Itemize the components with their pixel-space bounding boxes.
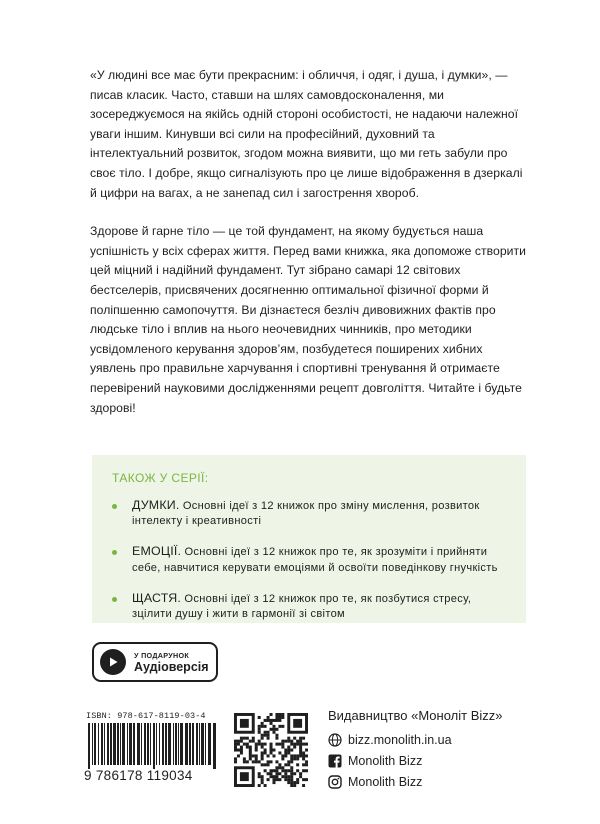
website-row[interactable] — [328, 729, 558, 750]
qr-module — [287, 778, 290, 781]
barcode-number: 9 786178 119034 — [84, 768, 193, 783]
series-item-text: Основні ідеї з 12 книжок про зміну мислення, розвиток інтелекту і креативності — [132, 500, 480, 528]
qr-module — [293, 784, 296, 787]
barcode-bar — [173, 723, 174, 765]
qr-module — [270, 769, 273, 772]
qr-module — [296, 778, 299, 781]
qr-module — [261, 775, 264, 778]
qr-module — [270, 751, 273, 754]
instagram-icon — [328, 775, 342, 789]
barcode-bar — [180, 723, 183, 765]
qr-module — [261, 722, 264, 725]
qr-module — [267, 772, 270, 775]
instagram-link[interactable]: Monolith Bizz — [348, 774, 423, 789]
qr-module — [302, 743, 305, 746]
qr-module — [258, 784, 261, 787]
qr-module — [305, 763, 308, 766]
qr-module — [234, 757, 237, 760]
qr-module — [296, 769, 299, 772]
qr-module — [281, 746, 284, 749]
qr-module — [299, 740, 302, 743]
qr-module — [267, 716, 270, 719]
qr-module — [281, 766, 284, 769]
qr-module — [293, 772, 296, 775]
qr-module — [278, 713, 281, 716]
qr-module — [302, 757, 305, 760]
qr-module — [264, 784, 267, 787]
qr-module — [261, 746, 264, 749]
qr-module — [287, 760, 290, 763]
qr-module — [290, 778, 293, 781]
qr-module — [296, 763, 299, 766]
qr-module — [270, 722, 273, 725]
qr-module — [284, 740, 287, 743]
qr-module — [278, 743, 281, 746]
qr-module — [258, 743, 261, 746]
qr-module — [243, 743, 246, 746]
website-link[interactable]: bizz.monolith.in.ua — [348, 732, 452, 747]
qr-module — [270, 743, 273, 746]
qr-module — [290, 775, 293, 778]
qr-module — [296, 740, 299, 743]
qr-module — [299, 754, 302, 757]
qr-module — [299, 743, 302, 746]
barcode-bar — [110, 723, 112, 765]
qr-module — [293, 743, 296, 746]
description-paragraph-1: «У людині все має бути прекрасним: і обличчя, і одяг, і душа, і думки», — писав класик. Часто, ставши на шлях самовдосконалення, ми зосереджуємося на якійсь одній стороні особистості, не надаючи належної уваги іншим. Кинувши всі сили на професійний, духовний та інтелектуальний розвиток, згодом можна виявити, що ми геть забули про своє тіло. І добре, якщо сигналізують про це лише відображення в дзеркалі й цифри на вагах, а не занепад сил і загострення хвороб. — [90, 68, 523, 200]
qr-module — [290, 772, 293, 775]
qr-module — [290, 760, 293, 763]
qr-module — [275, 772, 278, 775]
qr-module — [249, 740, 252, 743]
qr-module — [275, 778, 278, 781]
barcode-bar — [178, 723, 179, 765]
qr-module — [261, 734, 264, 737]
qr-module — [275, 719, 278, 722]
qr-module — [275, 769, 278, 772]
qr-module — [281, 713, 284, 716]
qr-module — [302, 763, 305, 766]
qr-module — [270, 728, 273, 731]
qr-module — [234, 746, 237, 749]
barcode-bar — [137, 723, 140, 765]
qr-module — [284, 769, 287, 772]
qr-finder — [293, 719, 302, 728]
qr-module — [252, 740, 255, 743]
qr-module — [258, 728, 261, 731]
barcode-bar — [133, 723, 135, 765]
qr-module — [275, 728, 278, 731]
qr-module — [272, 731, 275, 734]
qr-module — [287, 740, 290, 743]
qr-module — [264, 743, 267, 746]
barcode-bar — [122, 723, 125, 765]
qr-module — [240, 746, 243, 749]
qr-module — [261, 757, 264, 760]
qr-module — [299, 775, 302, 778]
qr-module — [287, 781, 290, 784]
qr-module — [249, 754, 252, 757]
publisher-info — [328, 708, 558, 792]
series-item-emotions — [112, 544, 506, 575]
qr-module — [234, 740, 237, 743]
qr-finder — [240, 772, 249, 781]
barcode-bar — [196, 723, 198, 765]
qr-module — [278, 751, 281, 754]
qr-module — [275, 766, 278, 769]
qr-module — [290, 754, 293, 757]
qr-module — [272, 719, 275, 722]
bullet-icon — [112, 597, 117, 602]
qr-module — [281, 775, 284, 778]
qr-module — [278, 719, 281, 722]
qr-module — [272, 749, 275, 752]
qr-module — [258, 716, 261, 719]
barcode-bar — [189, 723, 191, 765]
qr-module — [293, 754, 296, 757]
qr-module — [305, 778, 308, 781]
qr-module — [258, 725, 261, 728]
qr-module — [249, 746, 252, 749]
barcode-bar — [113, 723, 116, 765]
qr-module — [267, 734, 270, 737]
qr-module — [293, 746, 296, 749]
qr-module — [255, 757, 258, 760]
qr-module — [284, 778, 287, 781]
qr-module — [278, 772, 281, 775]
qr-module — [267, 754, 270, 757]
qr-module — [267, 719, 270, 722]
qr-module — [278, 766, 281, 769]
qr-module — [255, 754, 258, 757]
qr-module — [267, 763, 270, 766]
qr-module — [278, 778, 281, 781]
qr-module — [275, 760, 278, 763]
qr-module — [287, 775, 290, 778]
qr-module — [296, 757, 299, 760]
isbn-text: ISBN: 978-617-8119-03-4 — [86, 711, 206, 721]
qr-module — [287, 763, 290, 766]
publisher-name: Видавництво «Моноліт Bizz» — [328, 708, 503, 723]
qr-module — [290, 740, 293, 743]
qr-module — [284, 775, 287, 778]
barcode-bar — [98, 723, 99, 765]
bullet-icon — [112, 550, 117, 555]
qr-module — [287, 751, 290, 754]
qr-module — [270, 746, 273, 749]
qr-module — [252, 760, 255, 763]
barcode-bar — [147, 723, 149, 765]
qr-module — [284, 749, 287, 752]
series-box — [92, 455, 526, 623]
qr-code-image[interactable] — [234, 713, 308, 787]
series-item-name: ЕМОЦІЇ. — [132, 544, 182, 559]
qr-module — [290, 781, 293, 784]
qr-module — [272, 769, 275, 772]
qr-module — [281, 757, 284, 760]
qr-module — [240, 751, 243, 754]
qr-module — [261, 778, 264, 781]
facebook-link[interactable]: Monolith Bizz — [348, 753, 423, 768]
series-item-name: ЩАСТЯ. — [132, 590, 182, 605]
qr-module — [249, 757, 252, 760]
qr-module — [237, 749, 240, 752]
qr-module — [305, 769, 308, 772]
qr-module — [261, 725, 264, 728]
qr-module — [243, 757, 246, 760]
barcode-bar — [107, 723, 109, 765]
qr-module — [302, 769, 305, 772]
barcode-bar — [101, 723, 103, 765]
qr-module — [299, 737, 302, 740]
qr-module — [290, 769, 293, 772]
qr-module — [261, 743, 264, 746]
barcode-bar — [168, 723, 171, 765]
audio-version-label: Аудіоверсія — [134, 659, 209, 674]
qr-module — [255, 746, 258, 749]
qr-module — [278, 716, 281, 719]
qr-module — [272, 781, 275, 784]
barcode-bar — [205, 723, 206, 765]
barcode-bar — [88, 723, 90, 769]
qr-module — [270, 760, 273, 763]
qr-module — [270, 713, 273, 716]
barcode-bar — [159, 723, 160, 765]
qr-module — [302, 737, 305, 740]
barcode-bar — [192, 723, 194, 765]
qr-module — [237, 740, 240, 743]
qr-module — [264, 731, 267, 734]
audio-version-badge[interactable] — [92, 642, 218, 682]
barcode-bar — [104, 723, 105, 765]
qr-module — [249, 749, 252, 752]
series-item-text: Основні ідеї з 12 книжок про те, як позбутися стресу, зцілити душу і жити в гармонії зі світом — [132, 592, 472, 621]
qr-module — [264, 734, 267, 737]
bullet-icon — [112, 504, 117, 509]
qr-module — [246, 760, 249, 763]
book-description — [90, 66, 530, 437]
qr-module — [296, 743, 299, 746]
qr-module — [275, 743, 278, 746]
qr-module — [284, 751, 287, 754]
qr-module — [281, 754, 284, 757]
qr-module — [287, 737, 290, 740]
qr-module — [258, 775, 261, 778]
qr-module — [299, 746, 302, 749]
series-title: ТАКОЖ У СЕРІЇ: — [112, 471, 209, 485]
qr-module — [275, 775, 278, 778]
barcode-bar — [141, 723, 142, 765]
qr-module — [267, 760, 270, 763]
barcode-bar — [162, 723, 164, 765]
barcode-bar — [156, 723, 157, 765]
qr-module — [264, 725, 267, 728]
description-paragraph-2: Здорове й гарне тіло — це той фундамент, на якому будується наша успішність у всіх сферах життя. Перед вами книжка, яка допоможе створити цей міцний і надійний фундамент. Тут зібрано самарі 12 світових бестселерів, присвячених досягненню оптимальної фізичної форми й поліпшенню самопочуття. Ви дізнаєтеся безліч дивовижних фактів про людське тіло і вплив на нього неочевидних чинників, про методики усвідомленого керування здоров’ям, позбудетеся поширених хибних уявлень про правильне харчування і спортивні тренування й отримаєте перевірений науковими дослідженнями рецепт довголіття. Читайте і будьте здорові! — [90, 224, 527, 415]
barcode-bar — [117, 723, 119, 765]
barcode-bar — [208, 723, 211, 765]
qr-module — [237, 743, 240, 746]
qr-module — [267, 778, 270, 781]
barcode-bar — [120, 723, 121, 765]
qr-module — [284, 763, 287, 766]
barcode-bar — [94, 723, 96, 765]
instagram-row[interactable] — [328, 771, 558, 792]
qr-module — [281, 743, 284, 746]
qr-module — [237, 754, 240, 757]
qr-module — [261, 737, 264, 740]
qr-module — [281, 740, 284, 743]
qr-module — [284, 754, 287, 757]
qr-module — [296, 754, 299, 757]
qr-module — [290, 766, 293, 769]
qr-module — [264, 751, 267, 754]
qr-module — [261, 763, 264, 766]
series-item-thoughts — [112, 498, 506, 529]
qr-module — [302, 754, 305, 757]
qr-module — [275, 713, 278, 716]
qr-module — [270, 775, 273, 778]
qr-module — [287, 746, 290, 749]
qr-module — [272, 754, 275, 757]
qr-module — [272, 778, 275, 781]
qr-module — [305, 760, 308, 763]
facebook-row[interactable] — [328, 750, 558, 771]
qr-module — [234, 743, 237, 746]
qr-module — [240, 749, 243, 752]
qr-module — [302, 751, 305, 754]
qr-module — [293, 781, 296, 784]
series-item-text: Основні ідеї з 12 книжок про те, як зрозуміти і прийняти себе, навчитися керувати емоціями й освоїти поведінкову гнучкість — [132, 546, 498, 574]
qr-module — [258, 760, 261, 763]
qr-module — [305, 754, 308, 757]
qr-module — [302, 778, 305, 781]
barcode-bar — [144, 723, 146, 765]
barcode-bar — [199, 723, 200, 765]
qr-module — [287, 769, 290, 772]
qr-module — [258, 772, 261, 775]
barcode-bar — [175, 723, 177, 765]
qr-module — [246, 743, 249, 746]
barcode-bar — [201, 723, 204, 765]
qr-module — [258, 740, 261, 743]
qr-module — [255, 749, 258, 752]
qr-module — [305, 749, 308, 752]
qr-module — [240, 737, 243, 740]
barcode-bar — [185, 723, 188, 765]
qr-module — [270, 749, 273, 752]
barcode-bar — [129, 723, 132, 765]
qr-module — [272, 775, 275, 778]
qr-module — [249, 751, 252, 754]
qr-finder — [240, 719, 249, 728]
barcode-image — [86, 723, 220, 769]
qr-module — [264, 719, 267, 722]
qr-module — [281, 769, 284, 772]
qr-module — [272, 728, 275, 731]
qr-module — [275, 737, 278, 740]
qr-module — [264, 763, 267, 766]
qr-module — [264, 749, 267, 752]
barcode-bar — [127, 723, 128, 765]
globe-icon — [328, 733, 342, 747]
qr-module — [243, 737, 246, 740]
qr-module — [261, 781, 264, 784]
qr-module — [281, 716, 284, 719]
qr-module — [275, 716, 278, 719]
qr-module — [278, 763, 281, 766]
qr-module — [290, 784, 293, 787]
qr-module — [234, 749, 237, 752]
qr-module — [272, 725, 275, 728]
qr-module — [240, 740, 243, 743]
qr-module — [258, 731, 261, 734]
qr-module — [270, 719, 273, 722]
qr-module — [305, 743, 308, 746]
qr-module — [267, 731, 270, 734]
barcode-bar — [165, 723, 167, 765]
qr-module — [284, 772, 287, 775]
qr-module — [290, 743, 293, 746]
qr-module — [252, 737, 255, 740]
qr-module — [255, 760, 258, 763]
qr-module — [293, 757, 296, 760]
qr-module — [299, 751, 302, 754]
qr-module — [252, 754, 255, 757]
qr-module — [290, 749, 293, 752]
series-item-name: ДУМКИ. — [132, 498, 180, 512]
barcode-bar — [213, 723, 216, 769]
qr-module — [296, 781, 299, 784]
qr-module — [287, 749, 290, 752]
qr-module — [234, 760, 237, 763]
qr-module — [261, 754, 264, 757]
barcode-bar — [150, 723, 151, 765]
qr-module — [278, 725, 281, 728]
qr-module — [264, 769, 267, 772]
qr-module — [281, 725, 284, 728]
qr-module — [299, 772, 302, 775]
qr-module — [299, 749, 302, 752]
qr-module — [243, 760, 246, 763]
series-list — [112, 498, 506, 622]
qr-module — [290, 757, 293, 760]
qr-module — [302, 784, 305, 787]
barcode-bar — [153, 723, 155, 769]
qr-module — [261, 751, 264, 754]
audio-gift-label: У ПОДАРУНОК — [134, 650, 190, 660]
qr-module — [246, 746, 249, 749]
qr-module — [293, 737, 296, 740]
qr-module — [275, 734, 278, 737]
qr-module — [246, 737, 249, 740]
qr-module — [255, 743, 258, 746]
series-item-happiness — [112, 591, 506, 622]
play-icon — [100, 649, 126, 675]
qr-module — [270, 772, 273, 775]
facebook-icon — [328, 754, 342, 768]
barcode-bar — [92, 723, 93, 765]
qr-module — [267, 737, 270, 740]
